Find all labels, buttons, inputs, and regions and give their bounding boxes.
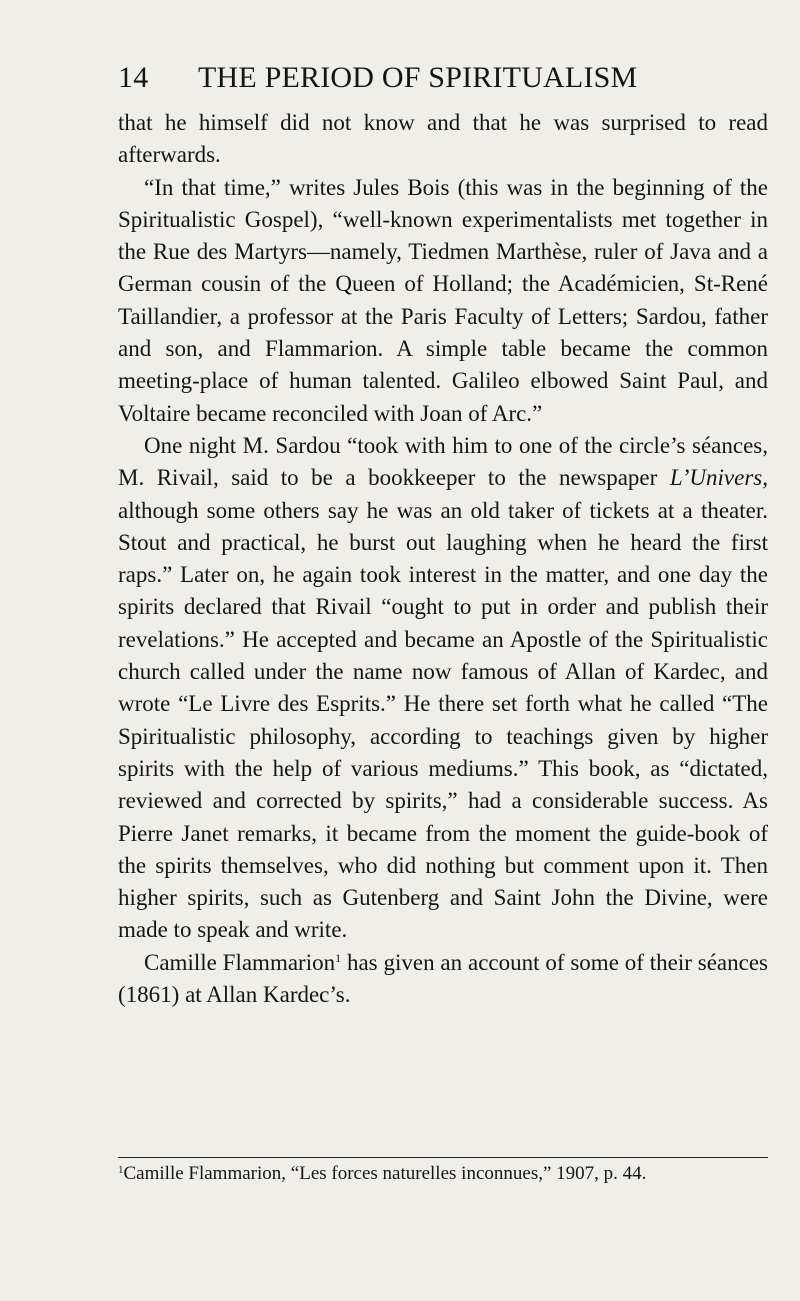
footnote-mark: 1 — [118, 1164, 124, 1176]
newspaper-title: L’Univers, — [669, 465, 768, 491]
paragraph-text-part: although some others say he was an old taker of tickets at a theater. Stout and practical, he burst out laughing when he heard the first raps.” Later on, he again took interest in the matter, and one day the spirits declared that Rivail “ought to put in order and publish their revelations.” He accepted and became an Apostle of the Spiritualistic church called under the name now famous of Allan of Kardec, and wrote “Le Livre des Esprits.” He there set forth what he called “The Spiritualistic philosophy, according to teachings given by higher spirits with the help of various mediums.” This book, as “dictated, reviewed and corrected by spirits,” had a considerable success. As Pierre Janet remarks, it became from the moment the guide-book of the spirits themselves, who did nothing but comment upon it. Then higher spirits, such as Gutenberg and Saint John the Divine, were made to speak and write. — [118, 497, 768, 943]
paragraph-text: “In that time,” writes Jules Bois (this was in the beginning of the Spiritualistic Gospel), “well-known experimentalists met together in the Rue des Martyrs—namely, Tiedmen Marthèse, ruler of Java and a German cousin of the Queen of Holland; the Académicien, St-René Taillandier, a professor at the Paris Faculty of Letters; Sardou, father and son, and Flammarion. A simple table became the common meeting-place of human talented. Galileo elbowed Saint Paul, and Voltaire became reconciled with Joan of Arc.” — [118, 174, 768, 426]
paragraph-text-part: Camille Flammarion — [144, 949, 336, 975]
footnote-divider — [118, 1157, 768, 1158]
body-text — [118, 107, 768, 1011]
paragraph-text-part: has given an account of some of their séances (1861) at Allan Kardec’s. — [118, 949, 769, 1008]
page-header — [118, 58, 768, 98]
paragraph-flammarion — [118, 947, 768, 1012]
paragraph-jules-bois-quote — [118, 172, 768, 430]
paragraph-text-part: One night M. Sardou “took with him to one of the circle’s séances, M. Rivail, said to be a bookkeeper to the newspaper — [118, 432, 768, 491]
paragraph-text: that he himself did not know and that he was surprised to read afterwards. — [118, 110, 768, 168]
paragraph-continuation — [118, 107, 768, 172]
running-title: THE PERIOD OF SPIRITUALISM — [198, 61, 638, 94]
footnote — [118, 1161, 778, 1187]
page-number: 14 — [118, 61, 149, 94]
footnote-text: Camille Flammarion, “Les forces naturelles inconnues,” 1907, p. 44. — [123, 1163, 647, 1184]
footnote-reference[interactable]: 1 — [335, 950, 342, 965]
paragraph-sardou-rivail — [118, 430, 768, 947]
